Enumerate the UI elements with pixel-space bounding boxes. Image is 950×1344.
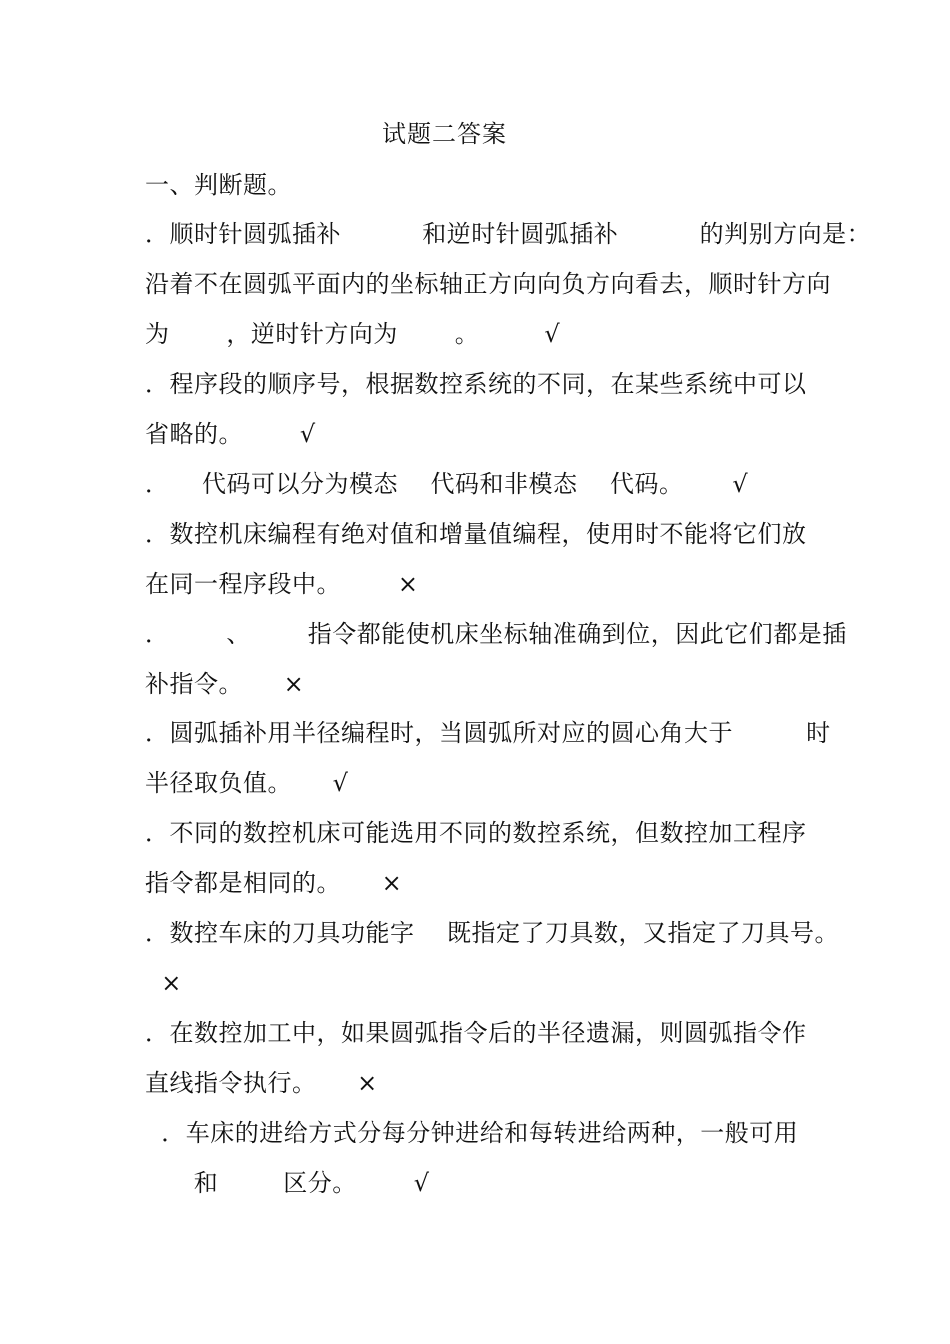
question-line: ．在数控加工中，如果圆弧指令后的半径遗漏，则圆弧指令作 <box>145 1019 807 1047</box>
question-line: 在同一程序段中。 × <box>145 570 419 598</box>
section-heading: 一、判断题。 <box>145 171 292 199</box>
document-title: 试题二答案 <box>382 120 507 148</box>
question-line: 半径取负值。 √ <box>145 769 349 797</box>
question-line: 省略的。 √ <box>145 420 316 448</box>
question-line: ．顺时针圆弧插补 和逆时针圆弧插补 的判别方向是： <box>145 220 872 248</box>
question-line: ．不同的数控机床可能选用不同的数控系统，但数控加工程序 <box>145 819 807 847</box>
question-line: × <box>145 969 182 997</box>
question-line: ．圆弧插补用半径编程时，当圆弧所对应的圆心角大于 时 <box>145 719 831 747</box>
question-line: ．数控机床编程有绝对值和增量值编程，使用时不能将它们放 <box>145 520 807 548</box>
question-line: 补指令。 × <box>145 670 305 698</box>
question-line: ．数控车床的刀具功能字 既指定了刀具数，又指定了刀具号。 <box>145 919 840 947</box>
question-line: 为 ，逆时针方向为 。 √ <box>145 320 561 348</box>
question-line: 沿着不在圆弧平面内的坐标轴正方向向负方向看去，顺时针方向 <box>145 270 831 298</box>
question-line: ．程序段的顺序号，根据数控系统的不同，在某些系统中可以 <box>145 370 807 398</box>
question-line: ． 代码可以分为模态 代码和非模态 代码。 √ <box>145 470 749 498</box>
question-line: 指令都是相同的。 × <box>145 869 403 897</box>
question-line: 直线指令执行。 × <box>145 1069 378 1097</box>
question-line: ．车床的进给方式分每分钟进给和每转进给两种，一般可用 <box>145 1119 799 1147</box>
question-line: 和 区分。 √ <box>145 1169 430 1197</box>
question-line: ． 、 指令都能使机床坐标轴准确到位，因此它们都是插 <box>145 620 847 648</box>
